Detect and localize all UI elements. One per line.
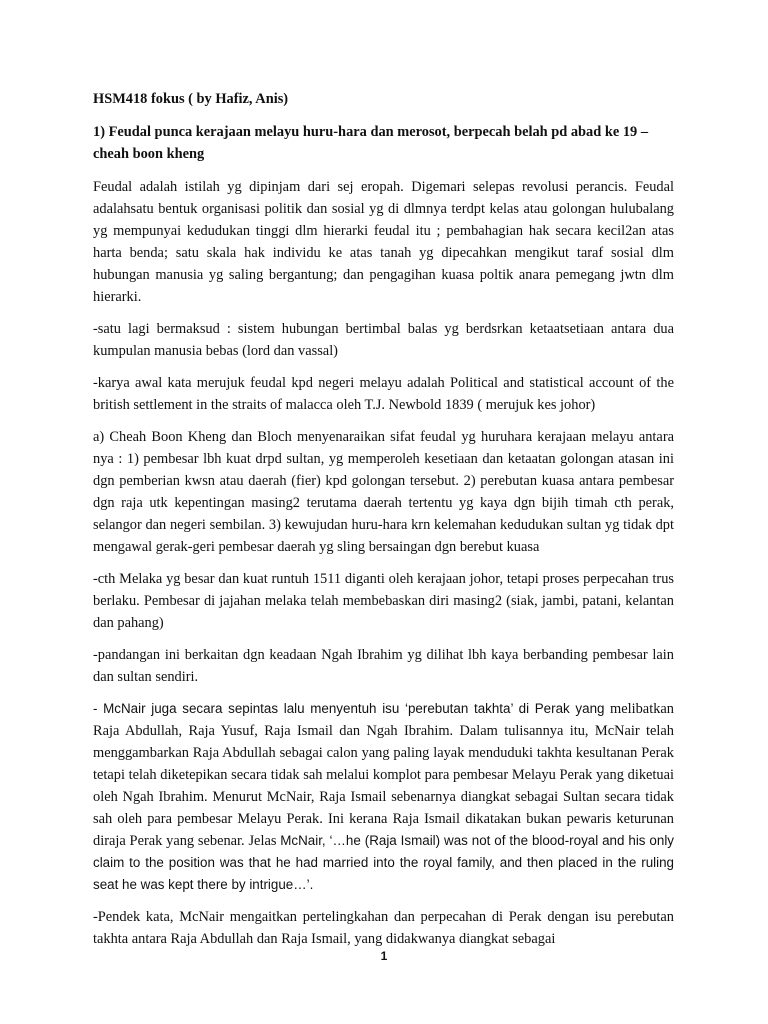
paragraph-mcnair — [93, 698, 674, 896]
page-number: 1 — [380, 949, 388, 963]
mcnair-body: melibatkan Raja Abdullah, Raja Yusuf, Raja Ismail dan Ngah Ibrahim. Dalam tulisannya itu, McNair telah menggambarkan Raja Abdullah sebagai calon yang paling layak menduduki takhta kesultanan Perak tetapi telah diketepikan secara tidak sah melalui komplot para pembesar Melayu Perak yang diketuai oleh Ngah Ibrahim. Menurut McNair, Raja Ismail sebenarnya diangkat sebagai Sultan secara tidak sah oleh para pembesar Melayu Perak. Ini kerana Raja Ismail dikatakan bukan pewaris keturunan diraja Perak yang sebenar. Jelas — [93, 701, 674, 849]
section-heading: 1) Feudal punca kerajaan melayu huru-hara dan merosot, berpecah belah pd abad ke 19 – cheah boon kheng — [93, 124, 649, 162]
document-title: HSM418 fokus ( by Hafiz, Anis) — [93, 91, 289, 107]
mcnair-quote: McNair, ‘…he (Raja Ismail) was not of the blood-royal and his only claim to the position was that he had married into the royal family, and then placed in the ruling seat he was kept there by intrigue…’. — [93, 833, 674, 892]
paragraph-ngah-ibrahim: -pandangan ini berkaitan dgn keadaan Ngah Ibrahim yg dilihat lbh kaya berbanding pembesar lain dan sultan sendiri. — [93, 647, 674, 685]
paragraph-closing: -Pendek kata, McNair mengaitkan pertelingkahan dan perpecahan di Perak dengan isu perebutan takhta antara Raja Abdullah dan Raja Ismail, yang didakwanya diangkat sebagai — [93, 909, 674, 947]
paragraph-melaka: -cth Melaka yg besar dan kuat runtuh 1511 diganti oleh kerajaan johor, tetapi proses perpecahan trus berlaku. Pembesar di jajahan melaka telah membebaskan diri masing2 (siak, jambi, patani, kelantan dan pahang) — [93, 571, 674, 631]
paragraph-newbold: -karya awal kata merujuk feudal kpd negeri melayu adalah Political and statistical account of the british settlement in the straits of malacca oleh T.J. Newbold 1839 ( merujuk kes johor) — [93, 375, 674, 413]
paragraph-lord-vassal: -satu lagi bermaksud : sistem hubungan bertimbal balas yg berdsrkan ketaatsetiaan antara dua kumpulan manusia bebas (lord dan vassal) — [93, 321, 674, 359]
paragraph-definition: Feudal adalah istilah yg dipinjam dari sej eropah. Digemari selepas revolusi perancis. Feudal adalahsatu bentuk organisasi politik dan sosial yg di dlmnya terdpt kelas atau golongan hulubalang yg mempunyai kedudukan tinggi dlm hierarki feudal itu ; pembahagian hak secara kecil2an atas harta benda; satu skala hak individu ke atas tanah yg dipecahkan mengikut taraf sosial dlm hubungan manusia yg saling bergantung; dan pengagihan kuasa poltik anara pemegang jwtn dlm hierarki. — [93, 179, 674, 305]
mcnair-intro: - McNair juga secara sepintas lalu menyentuh isu ‘perebutan takhta’ di Perak yang — [93, 701, 605, 716]
paragraph-cheah-bloch: a) Cheah Boon Kheng dan Bloch menyenaraikan sifat feudal yg huruhara kerajaan melayu antara nya : 1) pembesar lbh kuat drpd sultan, yg memperoleh kesetiaan dan ketaatan golongan atasan ini dgn pemberian kwsn atau daerah (fier) kpd golongan tersebut. 2) perebutan kuasa antara pembesar dgn raja utk kepentingan masing2 terutama daerah tertentu yg kaya dgn bijih timah cth perak, selangor dan negeri sembilan. 3) kewujudan huru-hara krn kelemahan kedudukan sultan yg tidak dpt mengawal gerak-geri pembesar daerah yg sling bersaingan dgn berebut kuasa — [93, 429, 674, 555]
